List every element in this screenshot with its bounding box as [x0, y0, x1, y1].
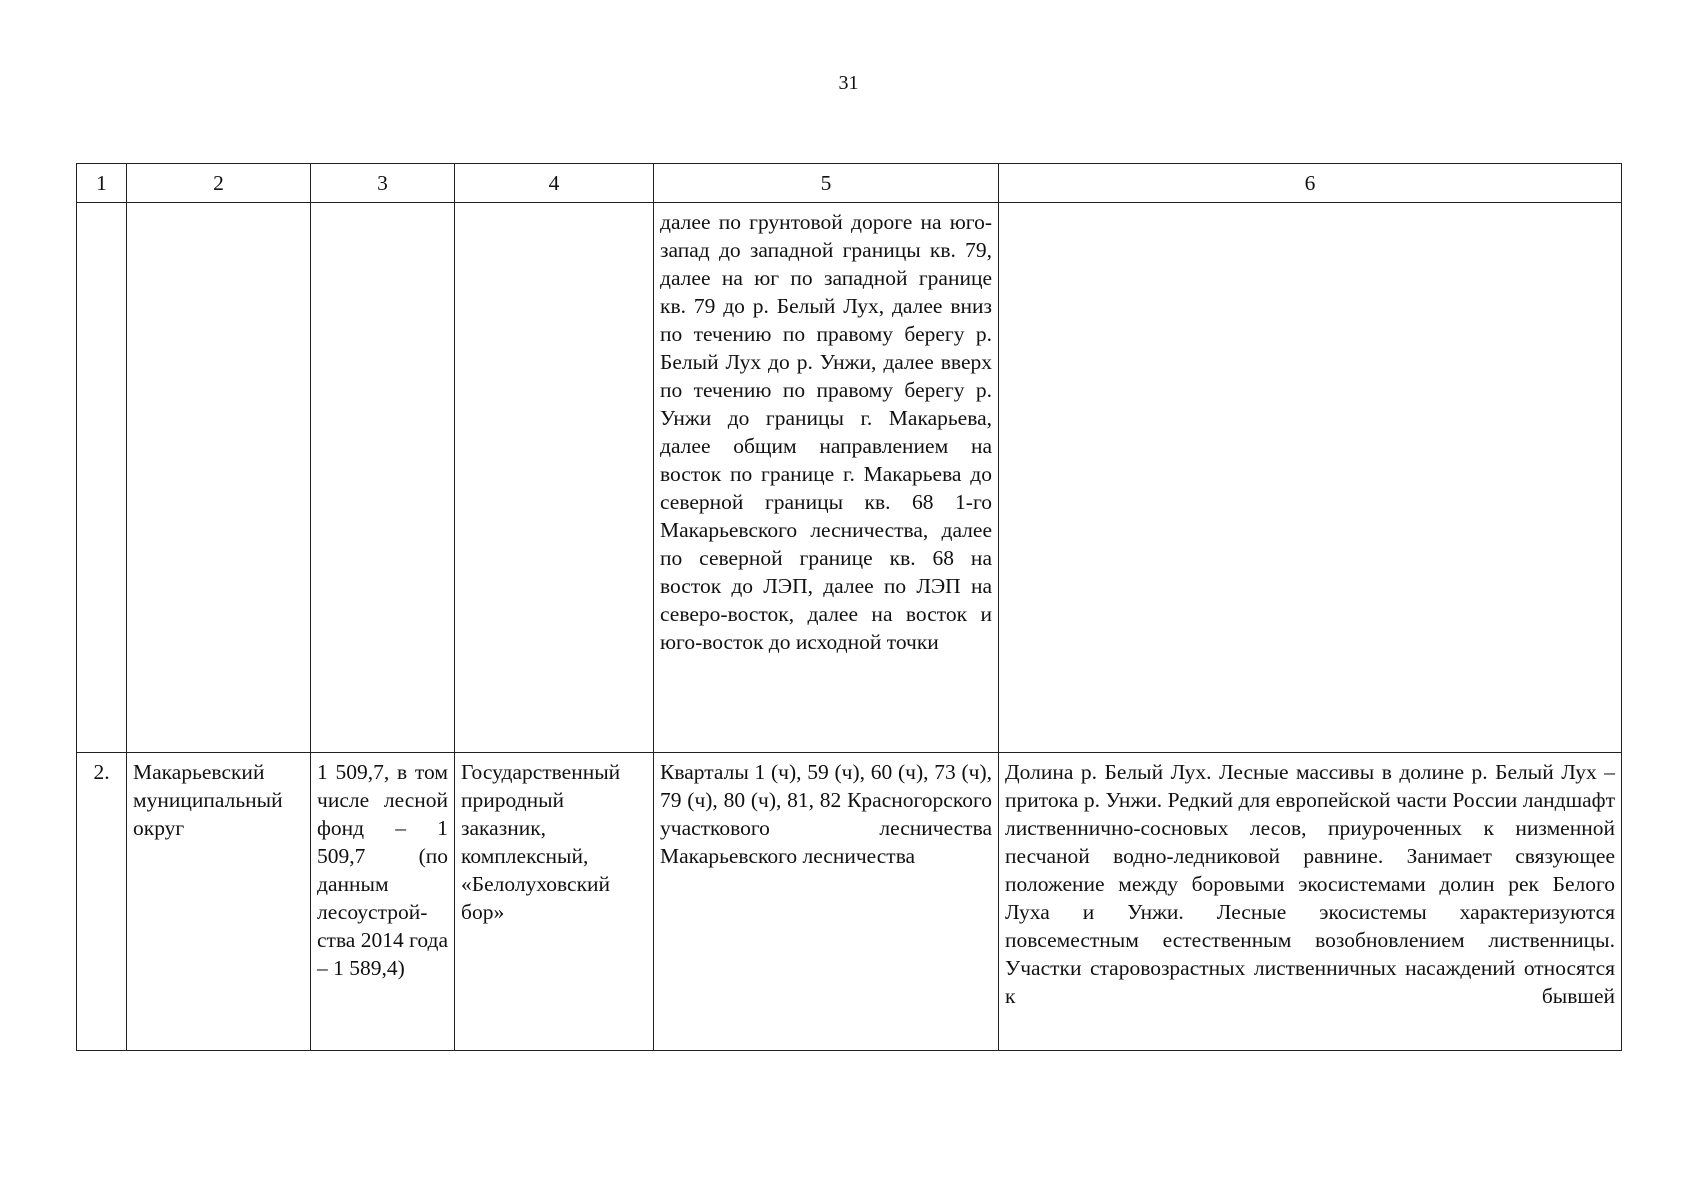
- table-row-2: [77, 753, 1622, 1051]
- cell-district: Макарьевский муниципальный округ: [127, 753, 311, 1051]
- header-col-2: 2: [127, 164, 311, 203]
- page-number: 31: [838, 72, 859, 94]
- cell-category: Государственный природный заказник, комплексный, «Белолуховский бор»: [455, 753, 654, 1051]
- cell-number: [77, 203, 127, 753]
- header-col-3: 3: [311, 164, 455, 203]
- header-col-1: 1: [77, 164, 127, 203]
- header-col-5: 5: [654, 164, 999, 203]
- header-col-4: 4: [455, 164, 654, 203]
- cell-area: 1 509,7, в том числе лесной фонд – 1 509,7 (по данным лесоустрой-ства 2014 года – 1 589,4): [311, 753, 455, 1051]
- cell-district: [127, 203, 311, 753]
- cell-category: [455, 203, 654, 753]
- cell-boundaries: далее по грунтовой дороге на юго-запад до западной границы кв. 79, далее на юг по западной границе кв. 79 до р. Белый Лух, далее вниз по течению по правому берегу р. Белый Лух до р. Унжи, далее вверх по течению по правому берегу р. Унжи до границы г. Макарьева, далее общим направлением на восток по границе г. Макарьева до северной границы кв. 68 1-го Макарьевского лесничества, далее по северной границе кв. 68 на восток до ЛЭП, далее по ЛЭП на северо-восток, далее на восток и юго-восток до исходной точки: [654, 203, 999, 753]
- cell-description: [999, 203, 1622, 753]
- header-col-6: 6: [999, 164, 1622, 203]
- cell-boundaries: Кварталы 1 (ч), 59 (ч), 60 (ч), 73 (ч), 79 (ч), 80 (ч), 81, 82 Красногорского участкового лесничества Макарьевского лесничества: [654, 753, 999, 1051]
- cell-description: Долина р. Белый Лух. Лесные массивы в долине р. Белый Лух – притока р. Унжи. Редкий для европейской части России ландшафт лиственнично-сосновых лесов, приуроченных к низменной песчаной водно-ледниковой равнине. Занимает связующее положение между боровыми экосистемами долин рек Белого Луха и Унжи. Лесные экосистемы характеризуются повсеместным естественным возобновлением лиственницы. Участки старовозрастных лиственничных насаждений относятся к бывшей: [999, 753, 1622, 1051]
- table-header-row: [77, 164, 1622, 203]
- cell-number: 2.: [77, 753, 127, 1051]
- table-row-continued: [77, 203, 1622, 753]
- document-table: [76, 163, 1622, 1051]
- cell-area: [311, 203, 455, 753]
